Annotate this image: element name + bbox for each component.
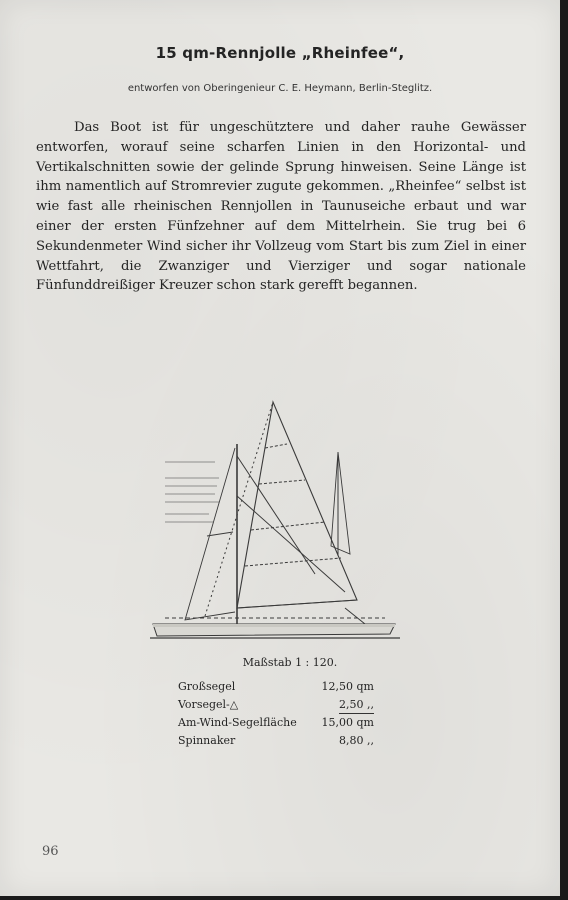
sail-label: Spinnaker [178,733,236,747]
main-sail [237,402,357,608]
sail-row [178,732,374,750]
head-sail [185,448,235,620]
sail-area-table [178,678,374,749]
sail-row-total [178,714,374,732]
sail-value: 2,50 ,, [339,696,374,715]
sail-plan-drawing [145,396,405,646]
sail-value: 8,80 ,, [339,733,374,747]
body-paragraph: Das Boot ist für ungeschütztere und daher rauhe Gewässer entworfen, worauf seine scharfen Linien in den Horizontal- und Vertikalschnitten sowie der gelinde Sprung hinweisen. Seine Länge ist ihm namentlich auf Stromrevier zugute gekommen. „Rheinfee“ selbst ist wie fast alle rheinischen Rennjollen in Taunuseiche erbaut und war einer der ersten Fünfzehner auf dem Mittelrhein. Sie trug bei 6 Sekundenmeter Wind sicher ihr Vollzeug vom Start bis zum Ziel in einer Wettfahrt, die Zwanziger und Vierziger und sogar nationale Fünfunddreißiger Kreuzer schon stark gerefft begannen. [36,120,526,294]
sail-row [178,696,374,715]
sail-value: 15,00 qm [321,716,374,729]
sail-value: 12,50 qm [321,680,374,693]
sail-row [178,678,374,696]
designer-credit: entworfen von Oberingenieur C. E. Heymann, Berlin-Steglitz. [127,83,433,94]
page-number: 96 [42,844,59,859]
sail-label: Vorsegel-△ [178,697,239,711]
page-title: 15 qm-Rennjolle „Rheinfee“, [155,44,405,62]
drawing-legend [165,462,219,522]
scale-caption: Maßstab 1 : 120. [242,656,338,669]
spinnaker [331,452,350,554]
sail-label: Am-Wind-Segelfläche [178,716,297,729]
sail-label: Großsegel [178,680,236,693]
